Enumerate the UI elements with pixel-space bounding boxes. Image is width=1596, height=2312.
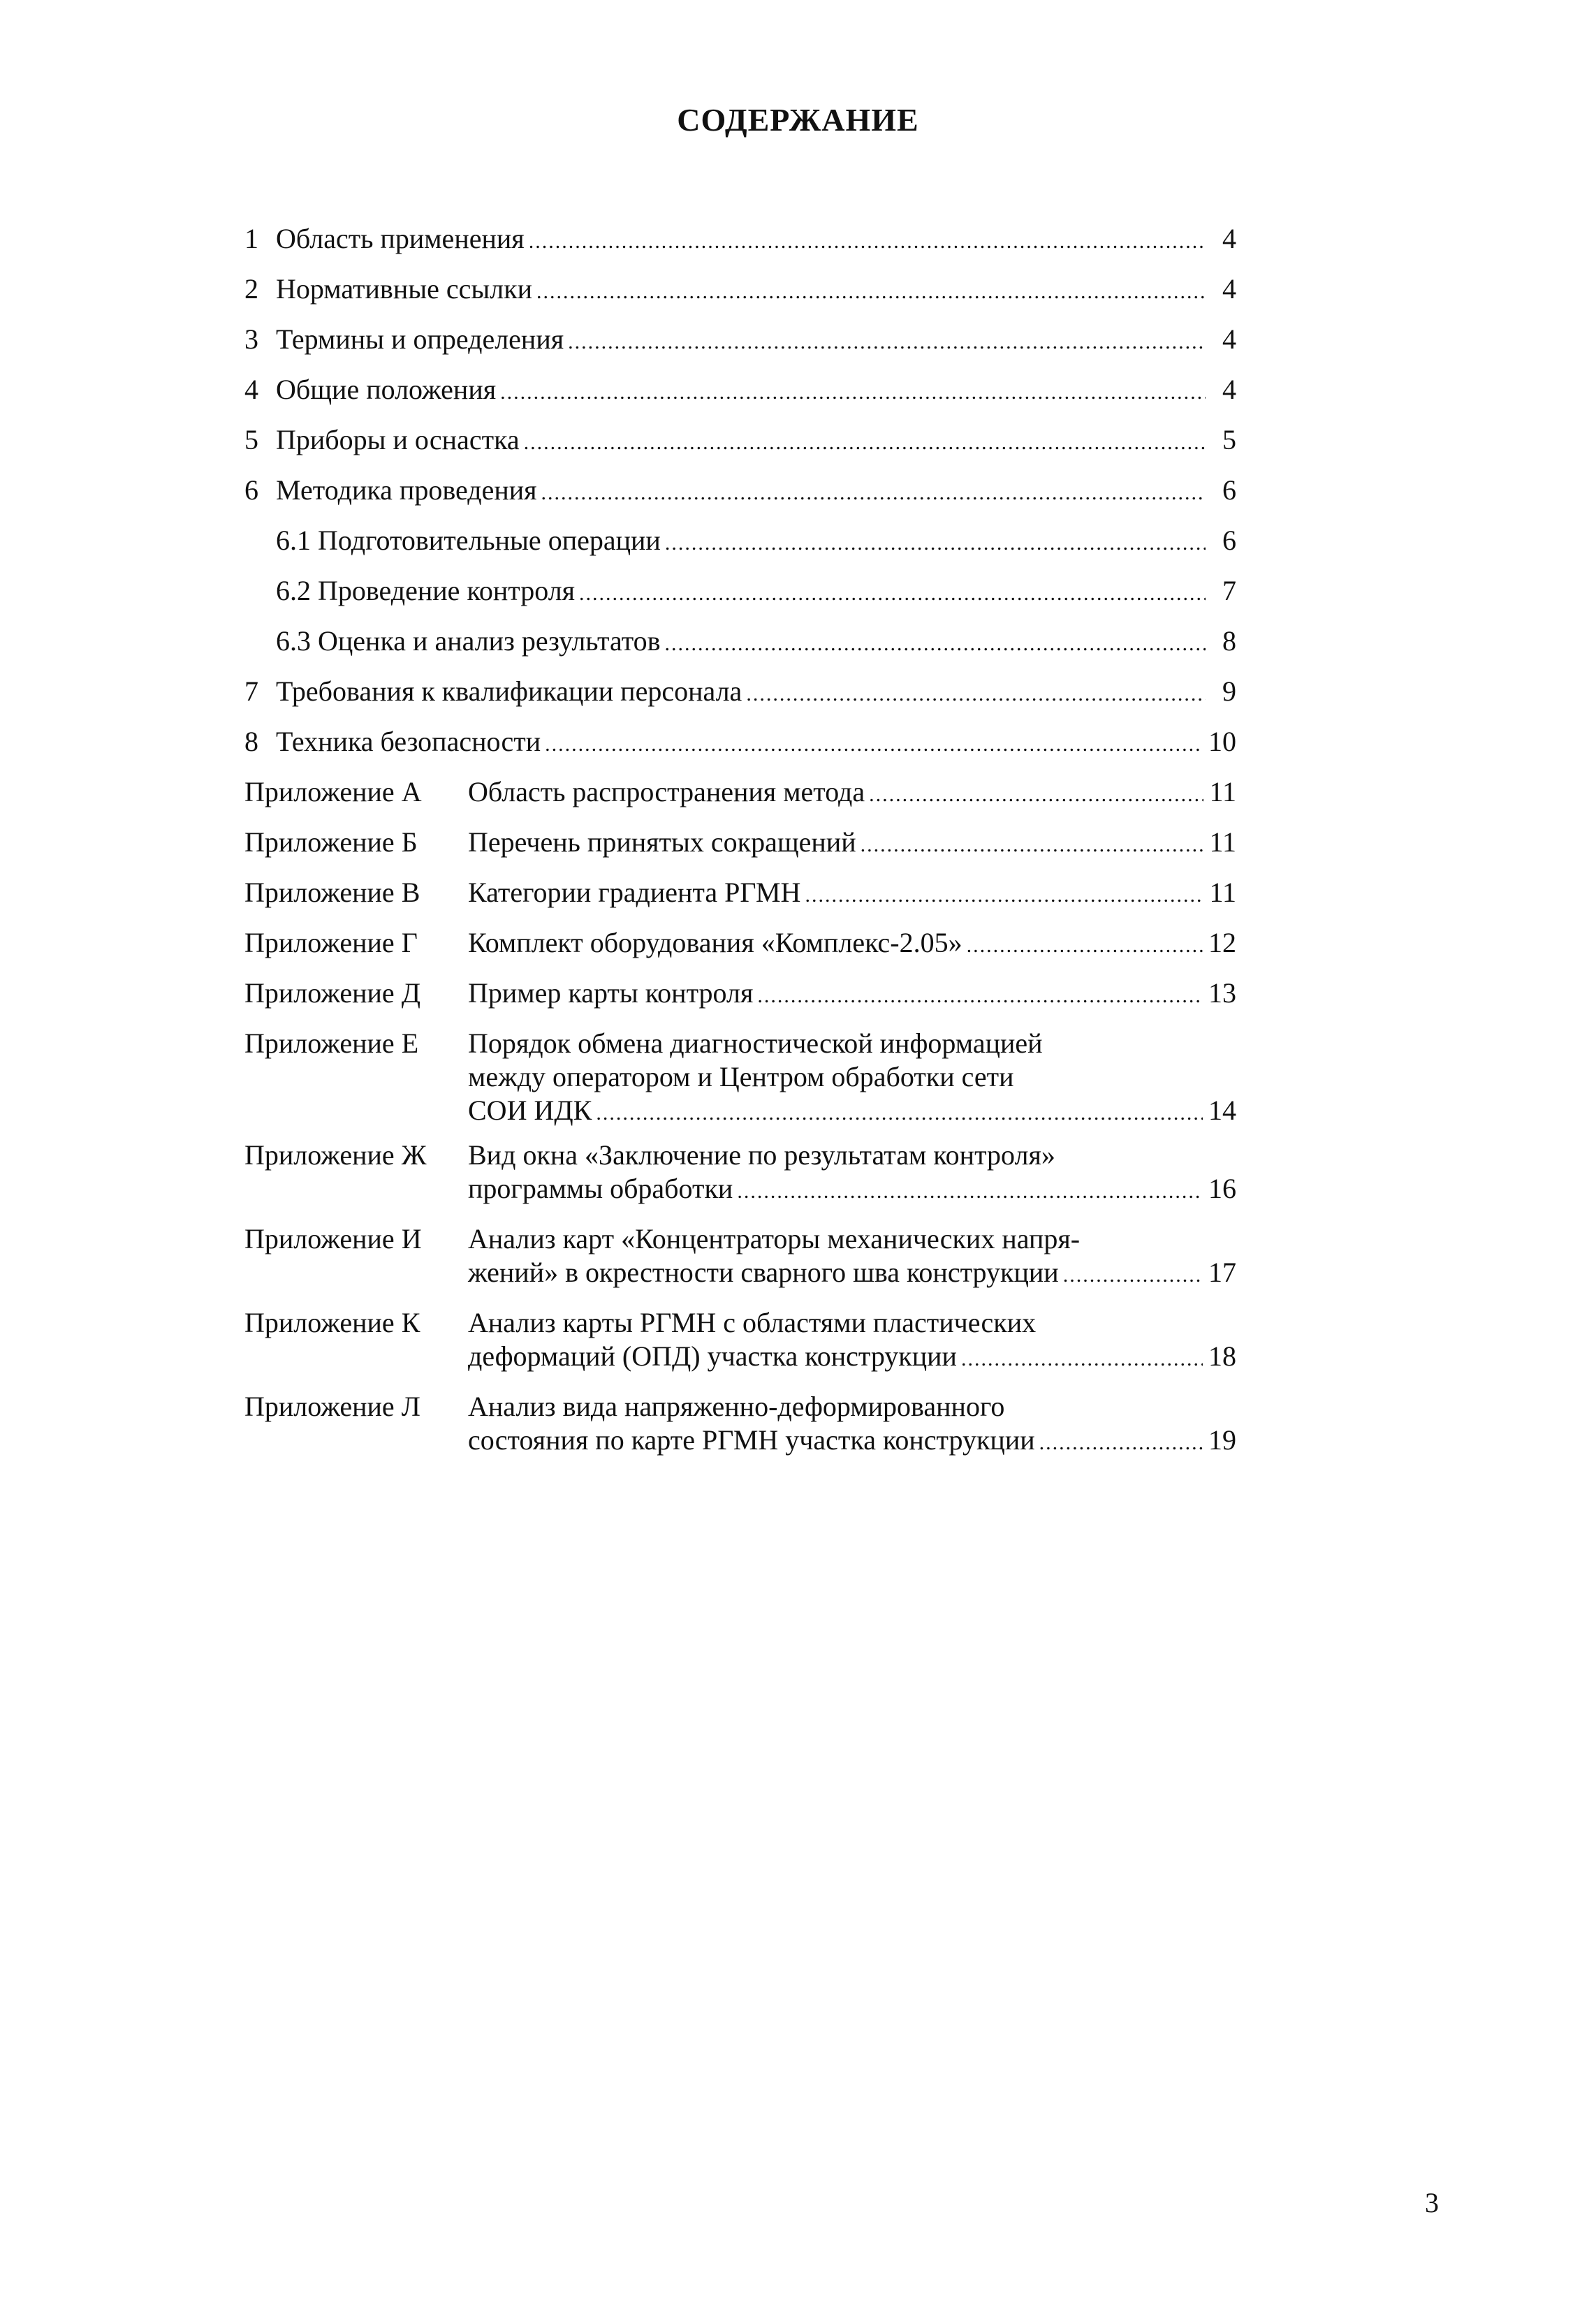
toc-page-number: 7	[1222, 575, 1236, 606]
toc-leader-dots	[805, 879, 1203, 912]
toc-section-row	[244, 624, 1236, 658]
toc-appendix-title-line: между оператором и Центром обработки сети	[468, 1061, 1014, 1092]
toc-appendix-title-line: Анализ карты РГМН с областями пластических	[468, 1307, 1037, 1338]
toc-leader-dots	[579, 577, 1206, 610]
toc-leader-dots	[536, 275, 1206, 309]
toc-section-title: Термины и определения	[276, 323, 564, 355]
toc-section-row	[244, 323, 1236, 356]
page-number: 3	[1425, 2187, 1439, 2218]
toc-appendix-row	[244, 926, 1236, 960]
toc-leader-dots	[967, 929, 1203, 963]
toc-section-title: Область применения	[276, 223, 525, 254]
toc-appendix-title-line: Анализ карт «Концентраторы механических напря-	[468, 1223, 1081, 1254]
toc-appendix-label: Приложение Д	[244, 977, 420, 1009]
toc-page-number: 8	[1222, 625, 1236, 657]
toc-page-number: 19	[1208, 1424, 1236, 1456]
toc-section-row	[244, 222, 1236, 256]
toc-appendix-title-line: Пример карты контроля	[468, 977, 754, 1009]
toc-page-number: 4	[1222, 273, 1236, 305]
toc-page-number: 4	[1222, 374, 1236, 405]
toc-section-title: 6.3 Оценка и анализ результатов	[276, 625, 661, 657]
toc-section-title: Приборы и оснастка	[276, 424, 520, 455]
toc-page-number: 17	[1208, 1257, 1236, 1288]
toc-appendix-title	[468, 775, 1236, 809]
toc-section-number: 4	[244, 374, 258, 405]
toc-leader-dots	[757, 979, 1203, 1013]
toc-section-title: 6.2 Проведение контроля	[276, 575, 576, 606]
toc-appendix-row	[244, 826, 1236, 859]
toc-appendix-row	[244, 1306, 1236, 1373]
toc-appendix-row	[244, 1390, 1236, 1457]
toc-page-number: 11	[1209, 877, 1236, 908]
toc-page-number: 6	[1222, 525, 1236, 556]
toc-appendix-label: Приложение И	[244, 1223, 422, 1254]
toc-appendix-label: Приложение В	[244, 877, 420, 908]
toc-appendix-row	[244, 775, 1236, 809]
toc-section-title: Общие положения	[276, 374, 497, 405]
toc-appendix-title-line: Комплект оборудования «Комплекс-2.05»	[468, 927, 962, 958]
toc-appendix-title-line: Категории градиента РГМН	[468, 877, 801, 908]
toc-section-title: Техника безопасности	[276, 726, 541, 757]
toc-section-title: Методика проведения	[276, 474, 537, 506]
toc-section-row	[244, 423, 1236, 457]
toc-appendix-label: Приложение Е	[244, 1027, 419, 1059]
toc-appendix-label: Приложение К	[244, 1307, 420, 1338]
toc-leader-dots	[746, 678, 1206, 711]
toc-leader-dots	[961, 1342, 1203, 1376]
toc-section-number: 3	[244, 323, 258, 355]
toc-appendix-title	[468, 1306, 1236, 1373]
toc-appendix-title-line: Вид окна «Заключение по результатам контроля»	[468, 1139, 1055, 1171]
toc-page-number: 14	[1208, 1095, 1236, 1126]
toc-leader-dots	[524, 426, 1206, 460]
toc-appendix-title	[468, 1222, 1236, 1289]
toc-section-number: 7	[244, 675, 258, 707]
toc-appendix-row	[244, 1222, 1236, 1289]
toc-page-number: 11	[1209, 776, 1236, 807]
toc-section-row	[244, 373, 1236, 407]
toc-leader-dots	[861, 828, 1204, 862]
toc-leader-dots	[545, 728, 1203, 761]
page-title: СОДЕРЖАНИЕ	[677, 102, 919, 138]
toc-page-number: 4	[1222, 223, 1236, 254]
toc-appendix-title	[468, 826, 1236, 859]
toc-appendix-title	[468, 876, 1236, 909]
toc-section-row	[244, 272, 1236, 306]
toc-leader-dots	[541, 476, 1206, 510]
toc-page-number: 9	[1222, 675, 1236, 707]
toc-section-number: 1	[244, 223, 258, 254]
toc-section-row	[244, 574, 1236, 608]
toc-leader-dots	[1063, 1259, 1203, 1292]
toc-leader-dots	[1039, 1426, 1203, 1460]
toc-section-title: 6.1 Подготовительные операции	[276, 525, 661, 556]
toc-section-row	[244, 725, 1236, 759]
toc-appendix-title	[468, 926, 1236, 960]
toc-appendix-row	[244, 1027, 1236, 1127]
toc-appendix-title	[468, 1390, 1236, 1457]
toc-leader-dots	[568, 325, 1206, 359]
toc-page-number: 5	[1222, 424, 1236, 455]
toc-page-number: 13	[1208, 977, 1236, 1009]
toc-appendix-label: Приложение Ж	[244, 1139, 427, 1171]
toc-page-number: 6	[1222, 474, 1236, 506]
toc-appendix-title-line: Перечень принятых сокращений	[468, 826, 856, 858]
toc-appendix-title-line: деформаций (ОПД) участка конструкции	[468, 1340, 957, 1372]
toc-leader-dots	[529, 225, 1206, 258]
toc-page-number: 11	[1209, 826, 1236, 858]
toc-leader-dots	[665, 627, 1206, 661]
toc-appendix-label: Приложение Л	[244, 1391, 420, 1422]
toc-section-number: 5	[244, 424, 258, 455]
toc-section-title: Нормативные ссылки	[276, 273, 533, 305]
toc-section-number: 8	[244, 726, 258, 757]
toc-appendix-label: Приложение А	[244, 776, 422, 807]
toc-leader-dots	[596, 1097, 1203, 1130]
toc-page-number: 16	[1208, 1173, 1236, 1204]
toc-leader-dots	[869, 778, 1203, 812]
toc-page-number: 4	[1222, 323, 1236, 355]
toc-appendix-title	[468, 976, 1236, 1010]
toc-section-number: 2	[244, 273, 258, 305]
toc-appendix-title	[468, 1027, 1236, 1127]
toc-appendix-row	[244, 976, 1236, 1010]
toc-leader-dots	[665, 527, 1206, 560]
toc-section-row	[244, 675, 1236, 708]
toc-section-title: Требования к квалификации персонала	[276, 675, 742, 707]
toc-appendix-label: Приложение Г	[244, 927, 418, 958]
toc-appendix-row	[244, 1139, 1236, 1206]
toc-page-number: 10	[1208, 726, 1236, 757]
toc-appendix-title-line: СОИ ИДК	[468, 1095, 592, 1126]
toc-appendix-title-line: состояния по карте РГМН участка конструкции	[468, 1424, 1035, 1456]
toc-appendix-title-line: программы обработки	[468, 1173, 733, 1204]
toc-appendix-title-line: Порядок обмена диагностической информацией	[468, 1027, 1043, 1059]
toc-section-row	[244, 474, 1236, 507]
toc-appendix-title-line: жений» в окрестности сварного шва конструкции	[468, 1257, 1059, 1288]
toc-appendix-label: Приложение Б	[244, 826, 418, 858]
toc-appendix-title	[468, 1139, 1236, 1206]
toc-page-number: 12	[1208, 927, 1236, 958]
toc-appendix-row	[244, 876, 1236, 909]
toc-leader-dots	[500, 376, 1206, 409]
toc-leader-dots	[737, 1175, 1203, 1208]
toc-section-number: 6	[244, 474, 258, 506]
toc-section-row	[244, 524, 1236, 557]
toc-page-number: 18	[1208, 1340, 1236, 1372]
toc-appendix-title-line: Анализ вида напряженно-деформированного	[468, 1391, 1005, 1422]
toc-appendix-title-line: Область распространения метода	[468, 776, 865, 807]
